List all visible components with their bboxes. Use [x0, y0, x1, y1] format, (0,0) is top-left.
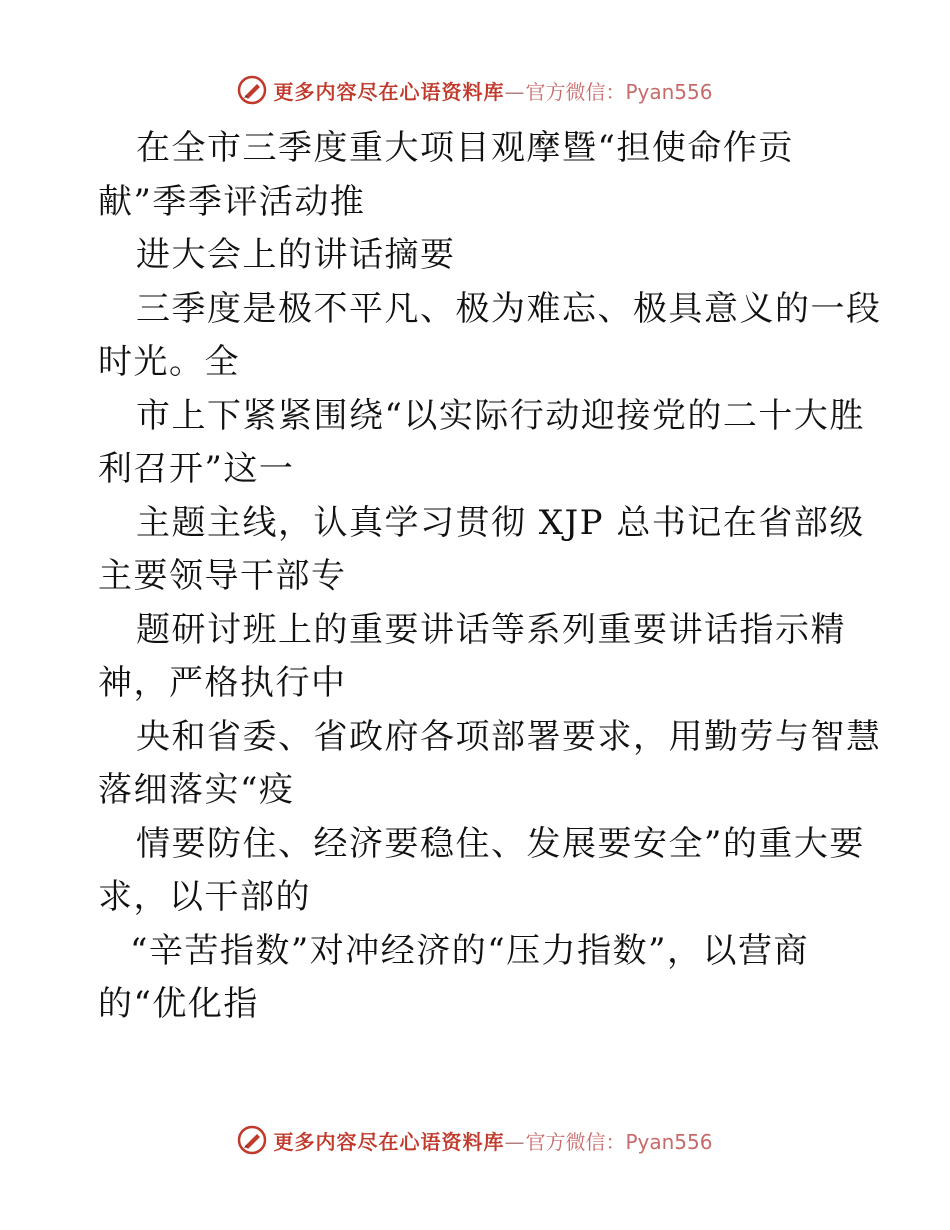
text-line: 央和省委、省政府各项部署要求，用勤劳与智慧 — [136, 716, 882, 757]
header-watermark — [0, 70, 950, 110]
text-line: 的“优化指 — [98, 984, 259, 1024]
watermark-main: 更多内容尽在心语资料库 — [273, 1129, 505, 1154]
text-line: 进大会上的讲话摘要 — [136, 235, 456, 275]
text-line: 在全市三季度重大项目观摩暨“担使命作贡 — [136, 128, 794, 168]
footer-watermark — [0, 1120, 950, 1160]
text-line: 时光。全 — [98, 342, 240, 382]
text-line: 情要防住、经济要稳住、发展要安全”的重大要 — [136, 823, 865, 864]
watermark-main: 更多内容尽在心语资料库 — [273, 79, 505, 104]
text-line: 题研讨班上的重要讲话等系列重要讲话指示精 — [136, 609, 846, 650]
text-line: 利召开”这一 — [98, 449, 295, 489]
document-body — [98, 122, 882, 1032]
text-line: 市上下紧紧围绕“以实际行动迎接党的二十大胜 — [136, 395, 865, 436]
text-line: 求，以干部的 — [98, 877, 311, 917]
watermark-text — [273, 76, 712, 105]
text-line: 献”季季评活动推 — [98, 181, 366, 222]
text-line: 落细落实“疫 — [98, 770, 295, 810]
watermark-text — [273, 1126, 712, 1155]
pen-seal-icon — [237, 75, 267, 105]
watermark-account: 官方微信：Pyan556 — [525, 79, 713, 104]
text-line: 三季度是极不平凡、极为难忘、极具意义的一段 — [136, 288, 882, 329]
watermark-separator: — — [504, 1129, 526, 1154]
watermark-separator: — — [504, 79, 526, 104]
pen-seal-icon — [237, 1125, 267, 1155]
text-line: 神，严格执行中 — [98, 663, 347, 703]
text-line: 主要领导干部专 — [98, 556, 347, 596]
text-line: “辛苦指数”对冲经济的“压力指数”，以营商 — [130, 930, 810, 971]
watermark-account: 官方微信：Pyan556 — [525, 1129, 713, 1154]
text-line: 主题主线，认真学习贯彻 XJP 总书记在省部级 — [136, 502, 865, 543]
